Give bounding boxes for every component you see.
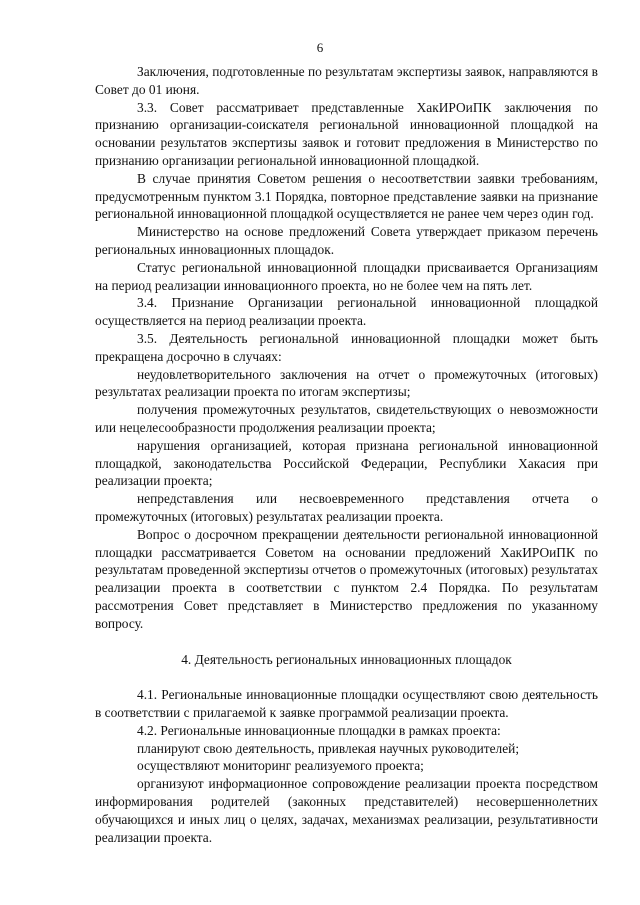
paragraph-ministry-order: Министерство на основе предложений Совета утверждает приказом перечень региональных инновационных площадок. [95,224,598,257]
paragraph-3-4: 3.4. Признание Организации региональной инновационной площадкой осуществляется на период реализации проекта. [95,295,598,329]
section-heading-4: 4. Деятельность региональных инновационных площадок [181,651,512,667]
list-item-non-submission: непредставления или несвоевременного представления отчета о промежуточных (итоговых) результатах реализации проекта. [95,491,598,524]
list-item-intermediate-results: получения промежуточных результатов, свидетельствующих о невозможности или нецелесообразности продолжения реализации проекта; [95,402,598,435]
document-body [95,63,598,846]
paragraph-conclusions: Заключения, подготовленные по результатам экспертизы заявок, направляются в Совет до 01 июня. [95,64,598,97]
paragraph-4-1: 4.1. Региональные инновационные площадки осуществляют свою деятельность в соответствии с прилагаемой к заявке программой реализации проекта. [95,687,598,721]
list-item-violation: нарушения организацией, которая признана региональной инновационной площадкой, законодательства Российской Федерации, Республики Хакасия при реализации проекта; [95,437,598,489]
list-item-plan: планируют свою деятельность, привлекая научных руководителей; [137,740,520,756]
paragraph-rejection: В случае принятия Советом решения о несоответствии заявки требованиям, предусмотренным пунктом 3.1 Порядка, повторное представление заявки на признание региональной инновационной площадкой осуществляется не ранее чем через один год. [95,170,598,222]
list-item-monitoring: осуществляют мониторинг реализуемого проекта; [137,758,424,774]
page-number: 6 [316,40,324,55]
paragraph-4-2: 4.2. Региональные инновационные площадки в рамках проекта: [137,722,501,738]
list-item-information: организуют информационное сопровождение реализации проекта посредством информирования родителей (законных представителей) несовершеннолетних обучающихся и иных лиц о целях, задачах, механизмах реализации, результативности реализации проекта. [95,776,598,845]
paragraph-3-5: 3.5. Деятельность региональной инновационной площадки может быть прекращена досрочно в случаях: [95,330,598,364]
paragraph-3-3: 3.3. Совет рассматривает представленные ХакИРОиПК заключения по признанию организации-соискателя региональной инновационной площадкой на основании результатов экспертизы заявок и готовит предложения в Министерство по признанию организации региональной инновационной площадкой. [95,99,598,168]
paragraph-early-termination: Вопрос о досрочном прекращении деятельности региональной инновационной площадки рассматривается Советом на основании предложений ХакИРОиПК по результатам проведенной экспертизы отчетов о промежуточных (итоговых) результатах реализации проекта в соответствии с пунктом 2.4 Порядка. По результатам рассмотрения Совет представляет в Министерство предложения по указанному вопросу. [95,526,598,631]
paragraph-status: Статус региональной инновационной площадки присваивается Организациям на период реализации инновационного проекта, но не более чем на пять лет. [95,259,598,293]
list-item-unsatisfactory: неудовлетворительного заключения на отчет о промежуточных (итоговых) результатах реализации проекта по итогам экспертизы; [95,366,598,400]
